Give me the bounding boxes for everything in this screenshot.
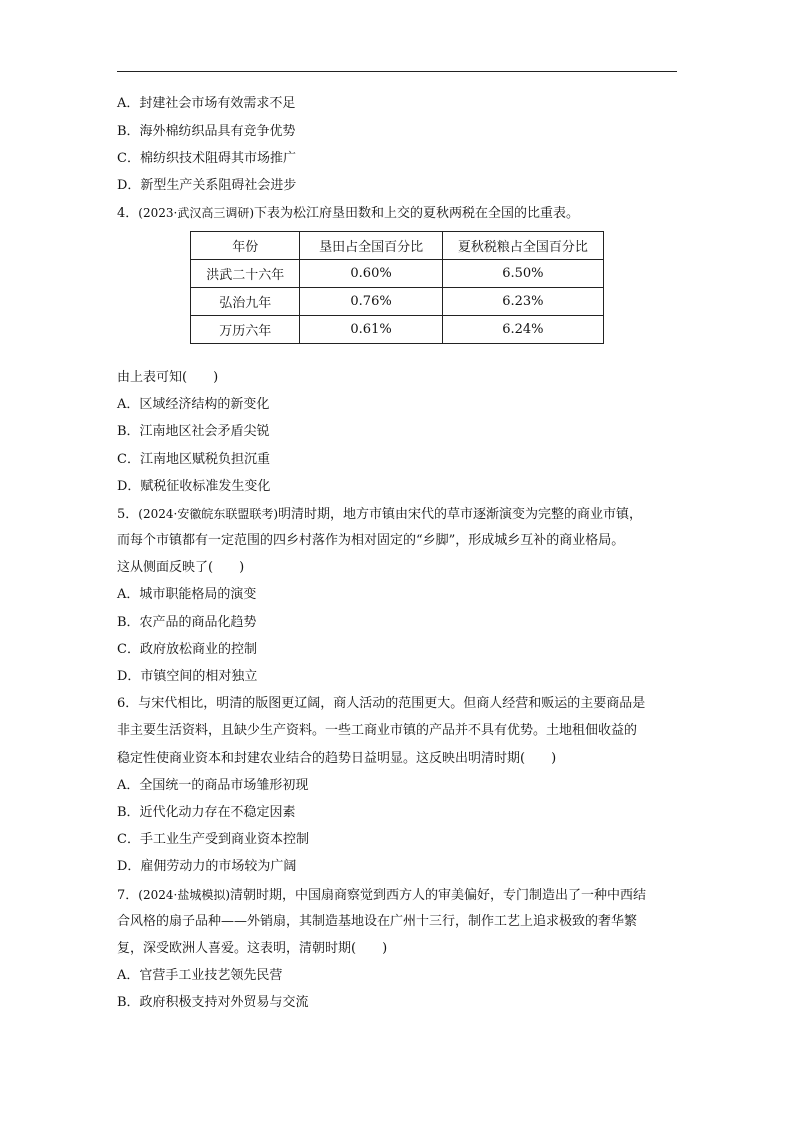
q7-option-a: A．官营手工业技艺领先民营 xyxy=(117,968,283,983)
q7-stem-text: 清朝时期，中国扇商察觉到西方人的审美偏好，专门制造出了一种中西结 xyxy=(230,888,647,903)
q6-option-d: D．雇佣劳动力的市场较为广阔 xyxy=(117,859,297,874)
q5-source: (2024·安徽皖东联盟联考) xyxy=(138,507,278,521)
table-cell: 0.60% xyxy=(300,260,442,288)
q6-option-c: C．手工业生产受到商业资本控制 xyxy=(117,832,309,847)
q6-stem-line-2: 非主要生活资料，且缺少生产资料。一些工商业市镇的产品并不具有优势。土地租佃收益的 xyxy=(117,723,638,738)
q4-source: (2023·武汉高三调研) xyxy=(138,206,254,220)
q6-stem-line-3: 稳定性使商业资本和封建农业结合的趋势日益明显。这反映出明清时期( ) xyxy=(117,751,557,766)
table-header-tax: 夏秋税粮占全国百分比 xyxy=(442,232,603,260)
q4-prompt: 由上表可知( ) xyxy=(117,370,219,385)
q5-option-a: A．城市职能格局的演变 xyxy=(117,587,257,602)
table-cell: 6.23% xyxy=(442,288,603,316)
q3-option-a: A．封建社会市场有效需求不足 xyxy=(117,96,296,111)
q4-stem-text: 下表为松江府垦田数和上交的夏秋两税在全国的比重表。 xyxy=(254,206,580,221)
q6-option-b: B．近代化动力存在不稳定因素 xyxy=(117,805,296,820)
q7-option-b: B．政府积极支持对外贸易与交流 xyxy=(117,995,309,1010)
q3-option-d: D．新型生产关系阻碍社会进步 xyxy=(117,178,297,193)
q4-data-table xyxy=(190,231,604,344)
q5-stem-line-3: 这从侧面反映了( ) xyxy=(117,560,245,575)
q3-option-b: B．海外棉纺织品具有竞争优势 xyxy=(117,124,296,139)
q4-option-b: B．江南地区社会矛盾尖锐 xyxy=(117,424,270,439)
table-cell: 6.50% xyxy=(442,260,603,288)
q5-stem-line-2: 而每个市镇都有一定范围的四乡村落作为相对固定的“乡脚”，形成城乡互补的商业格局。 xyxy=(117,533,625,548)
q4-number: 4． xyxy=(117,206,139,221)
q7-stem-line-3: 复，深受欧洲人喜爱。这表明，清朝时期( ) xyxy=(117,941,388,956)
q5-stem-line-1 xyxy=(117,505,642,524)
table-header-row xyxy=(191,232,604,260)
q6-option-a: A．全国统一的商品市场雏形初现 xyxy=(117,778,309,793)
q6-stem-line-1: 6．与宋代相比，明清的版图更辽阔，商人活动的范围更大。但商人经营和贩运的主要商品是 xyxy=(117,696,646,711)
q4-option-a: A．区域经济结构的新变化 xyxy=(117,397,270,412)
q4-option-c: C．江南地区赋税负担沉重 xyxy=(117,452,270,467)
table-cell: 洪武二十六年 xyxy=(191,260,300,288)
table-cell: 6.24% xyxy=(442,316,603,344)
q7-stem-line-2: 合风格的扇子品种——外销扇，其制造基地设在广州十三行，制作工艺上追求极致的奢华繁 xyxy=(117,914,638,929)
q5-option-d: D．市镇空间的相对独立 xyxy=(117,669,258,684)
table-header-year: 年份 xyxy=(191,232,300,260)
q3-option-c: C．棉纺织技术阻碍其市场推广 xyxy=(117,151,296,166)
q4-stem xyxy=(117,204,579,223)
q5-option-b: B．农产品的商品化趋势 xyxy=(117,615,257,630)
q4-option-d: D．赋税征收标准发生变化 xyxy=(117,479,271,494)
table-cell: 弘治九年 xyxy=(191,288,300,316)
q7-stem-line-1 xyxy=(117,886,646,905)
q7-number: 7． xyxy=(117,888,139,903)
table-row xyxy=(191,316,604,344)
table-row xyxy=(191,260,604,288)
q7-source: (2024·盐城模拟) xyxy=(138,888,230,902)
q5-number: 5． xyxy=(117,507,139,522)
table-cell: 0.61% xyxy=(300,316,442,344)
q5-option-c: C．政府放松商业的控制 xyxy=(117,642,257,657)
header-rule xyxy=(117,71,677,72)
table-row xyxy=(191,288,604,316)
table-cell: 万历六年 xyxy=(191,316,300,344)
table-header-land: 垦田占全国百分比 xyxy=(300,232,442,260)
q5-stem-text: 明清时期，地方市镇由宋代的草市逐渐演变为完整的商业市镇， xyxy=(278,507,643,522)
table-cell: 0.76% xyxy=(300,288,442,316)
